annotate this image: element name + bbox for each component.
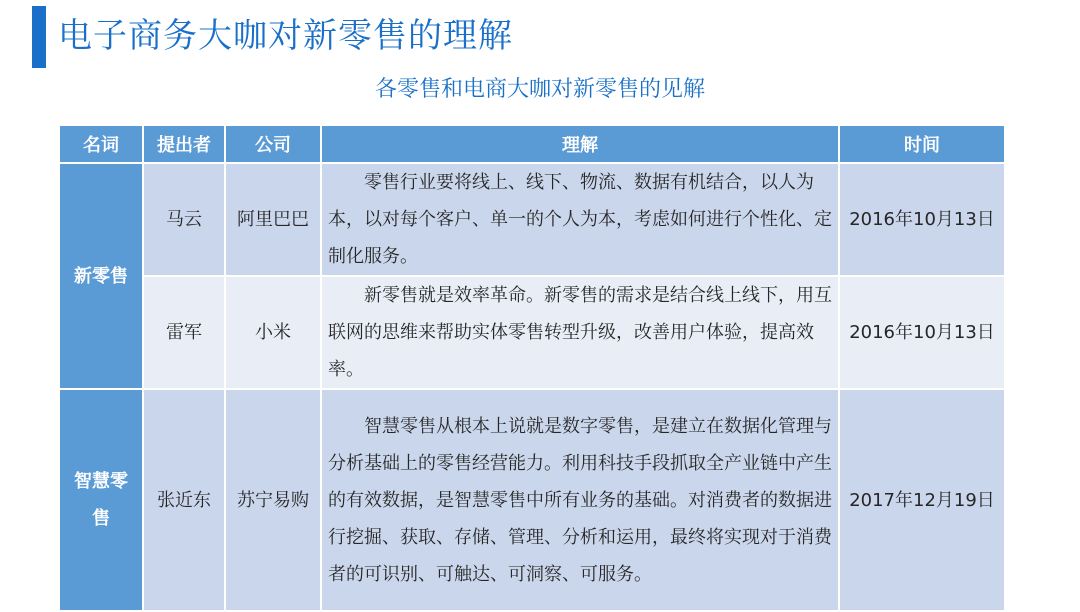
person-cell: 马云 <box>143 163 225 276</box>
table-row <box>59 389 1005 611</box>
explanation-text: 新零售就是效率革命。新零售的需求是结合线上线下，用互联网的思维来帮助实体零售转型升级，改善用户体验，提高效率。 <box>328 285 832 380</box>
company-cell: 苏宁易购 <box>225 389 321 611</box>
page-title: 电子商务大咖对新零售的理解 <box>58 16 513 56</box>
explanation-cell <box>321 163 839 276</box>
explanation-cell <box>321 389 839 611</box>
date-cell: 2016年10月13日 <box>839 276 1005 389</box>
column-header-term: 名词 <box>59 125 143 163</box>
company-cell: 阿里巴巴 <box>225 163 321 276</box>
date-cell: 2017年12月19日 <box>839 389 1005 611</box>
table-caption: 各零售和电商大咖对新零售的见解 <box>374 77 705 102</box>
table-row <box>59 276 1005 389</box>
title-accent-bar <box>32 6 46 68</box>
term-cell: 新零售 <box>59 163 143 389</box>
explanation-cell <box>321 276 839 389</box>
person-cell: 雷军 <box>143 276 225 389</box>
opinions-table <box>58 124 1006 612</box>
column-header-explanation: 理解 <box>321 125 839 163</box>
column-header-company: 公司 <box>225 125 321 163</box>
person-cell: 张近东 <box>143 389 225 611</box>
date-cell: 2016年10月13日 <box>839 163 1005 276</box>
company-cell: 小米 <box>225 276 321 389</box>
column-header-date: 时间 <box>839 125 1005 163</box>
column-header-person: 提出者 <box>143 125 225 163</box>
explanation-text: 零售行业要将线上、线下、物流、数据有机结合，以人为本，以对每个客户、单一的个人为本，考虑如何进行个性化、定制化服务。 <box>328 172 832 267</box>
table-header-row <box>59 125 1005 163</box>
explanation-text: 智慧零售从根本上说就是数字零售，是建立在数据化管理与分析基础上的零售经营能力。利用科技手段抓取全产业链中产生的有效数据，是智慧零售中所有业务的基础。对消费者的数据进行挖掘、获取、存储、管理、分析和运用，最终将实现对于消费者的可识别、可触达、可洞察、可服务。 <box>328 415 832 585</box>
table-row <box>59 163 1005 276</box>
term-cell: 智慧零售 <box>59 389 143 611</box>
